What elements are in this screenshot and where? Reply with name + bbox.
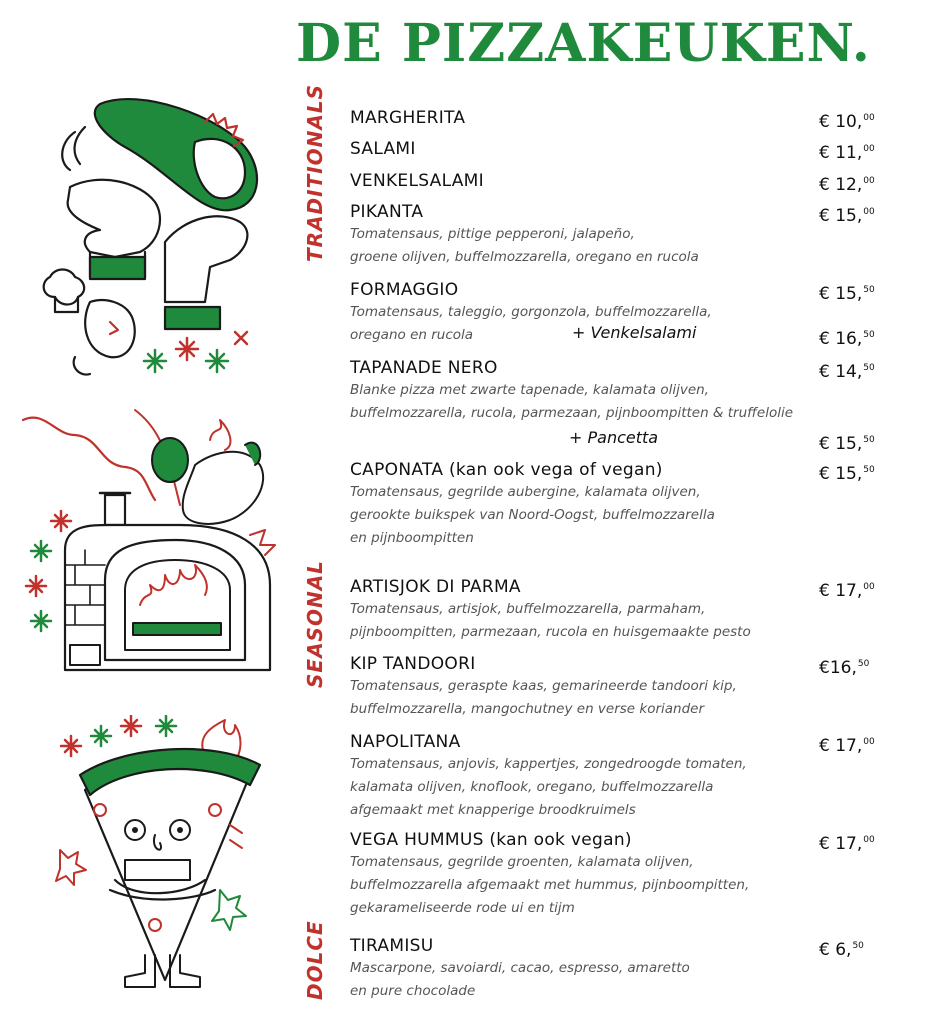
menu-item-name: TIRAMISU [350, 936, 434, 956]
price-main: €16, [819, 658, 857, 678]
menu-item-extra-price [819, 429, 875, 455]
menu-item-name: NAPOLITANA [350, 732, 461, 752]
menu-item-name: TAPANADE NERO [350, 358, 498, 378]
menu-item-description: en pure chocolade [350, 983, 476, 999]
menu-item-price [819, 107, 875, 133]
section-traditionals: TRADITIONALS [303, 83, 327, 262]
price-cents: 00 [863, 144, 875, 154]
menu-item-price [819, 576, 875, 602]
pizza-slice-character-illustration [55, 715, 270, 1010]
menu-item [350, 935, 880, 1003]
menu-item-name: KIP TANDOORI [350, 654, 476, 674]
menu-item-extra-price [819, 324, 875, 350]
menu-item [350, 653, 880, 721]
menu-item-description: gerookte buikspek van Noord-Oogst, buffelmozzarella [350, 507, 715, 523]
price-cents: 00 [863, 737, 875, 747]
price-cents: 50 [857, 659, 870, 669]
menu-item-description: Blanke pizza met zwarte tapenade, kalamata olijven, [350, 382, 709, 398]
price-cents: 00 [863, 835, 875, 845]
pizza-chef-hands-illustration [30, 92, 270, 382]
menu-item-price [819, 935, 864, 961]
menu-item-name: VEGA HUMMUS (kan ook vegan) [350, 830, 632, 850]
price-cents: 50 [863, 363, 875, 373]
menu-item-description: gekarameliseerde rode ui en tijm [350, 900, 575, 916]
menu-item-description: buffelmozzarella, rucola, parmezaan, pijnboompitten & truffelolie [350, 405, 794, 421]
menu-item-extra: + Pancetta [569, 428, 659, 447]
price-main: € 15, [819, 206, 863, 226]
menu-item-price [819, 138, 875, 164]
price-cents: 00 [863, 113, 875, 123]
menu-item [350, 731, 880, 822]
price-main: € 15, [819, 284, 863, 304]
menu-item-name: SALAMI [350, 139, 416, 159]
menu-item-description: Tomatensaus, artisjok, buffelmozzarella, parmaham, [350, 601, 706, 617]
price-cents: 50 [863, 285, 875, 295]
menu-item-description: Tomatensaus, gegrilde groenten, kalamata olijven, [350, 854, 694, 870]
section-seasonal: SEASONAL [303, 560, 327, 688]
menu-item-price [819, 279, 875, 305]
price-main: € 11, [819, 143, 863, 163]
menu-item-name: FORMAGGIO [350, 280, 459, 300]
menu-item-description: en pijnboompitten [350, 530, 474, 546]
menu-item [350, 107, 880, 129]
price-main: € 6, [819, 940, 852, 960]
menu-item [350, 357, 880, 425]
price-main: € 17, [819, 581, 863, 601]
menu-item-description: Tomatensaus, gegrilde aubergine, kalamata olijven, [350, 484, 701, 500]
price-main: € 16, [819, 329, 863, 349]
menu-item [350, 201, 880, 269]
menu-item-name: ARTISJOK DI PARMA [350, 577, 521, 597]
price-cents: 50 [863, 435, 875, 445]
menu-item [350, 576, 880, 644]
menu-item-name: PIKANTA [350, 202, 424, 222]
section-dolce: DOLCE [303, 920, 327, 1000]
price-main: € 10, [819, 112, 863, 132]
price-cents: 00 [863, 176, 875, 186]
price-main: € 15, [819, 434, 863, 454]
menu-item-price [819, 357, 875, 383]
price-cents: 50 [852, 941, 864, 951]
menu-item-price [819, 201, 875, 227]
menu-item-description: pijnboompitten, parmezaan, rucola en huisgemaakte pesto [350, 624, 751, 640]
menu-item-price [819, 653, 869, 679]
menu-item-description: Tomatensaus, geraspte kaas, gemarineerde tandoori kip, [350, 678, 737, 694]
menu-item [350, 170, 880, 192]
price-main: € 14, [819, 362, 863, 382]
price-cents: 50 [863, 330, 875, 340]
price-cents: 50 [863, 465, 875, 475]
menu-item-name: VENKELSALAMI [350, 171, 484, 191]
menu-item-description: afgemaakt met knapperige broodkruimels [350, 802, 636, 818]
menu-item-name: MARGHERITA [350, 108, 466, 128]
price-main: € 17, [819, 736, 863, 756]
menu-item-description: Tomatensaus, pittige pepperoni, jalapeño, [350, 226, 635, 242]
menu-item-price [819, 731, 875, 757]
price-cents: 00 [863, 582, 875, 592]
menu-item-description: kalamata olijven, knoflook, oregano, buffelmozzarella [350, 779, 714, 795]
pizza-oven-illustration [15, 405, 280, 685]
menu-item [350, 829, 880, 920]
price-main: € 17, [819, 834, 863, 854]
menu-item-extra: + Venkelsalami [572, 323, 697, 342]
menu-item-price [819, 170, 875, 196]
page-title: DE PIZZAKEUKEN. [296, 13, 871, 74]
menu-item-description: groene olijven, buffelmozzarella, oregano en rucola [350, 249, 699, 265]
menu-item [350, 459, 880, 550]
menu-item-description: buffelmozzarella, mangochutney en verse koriander [350, 701, 705, 717]
price-main: € 15, [819, 464, 863, 484]
menu-item-description: buffelmozzarella afgemaakt met hummus, pijnboompitten, [350, 877, 750, 893]
menu-item-description: oregano en rucola [350, 327, 474, 343]
menu-item-description: Mascarpone, savoiardi, cacao, espresso, amaretto [350, 960, 690, 976]
menu-item-name: CAPONATA (kan ook vega of vegan) [350, 460, 663, 480]
menu-item-price [819, 459, 875, 485]
menu-item-description: Tomatensaus, anjovis, kappertjes, zongedroogde tomaten, [350, 756, 747, 772]
menu-item-price [819, 829, 875, 855]
price-cents: 00 [863, 207, 875, 217]
menu-item [350, 138, 880, 160]
price-main: € 12, [819, 175, 863, 195]
menu-item-description: Tomatensaus, taleggio, gorgonzola, buffelmozzarella, [350, 304, 712, 320]
